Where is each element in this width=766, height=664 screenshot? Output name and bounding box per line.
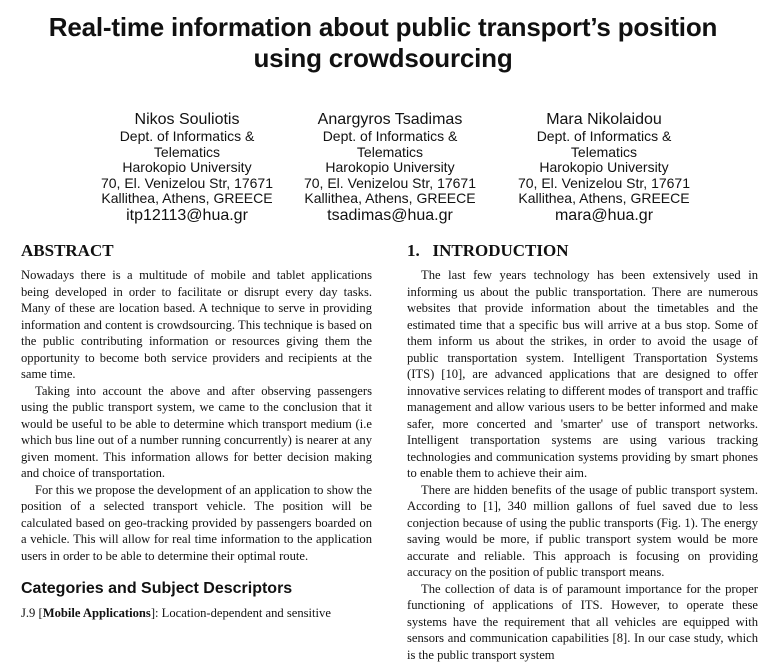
category-description: ]: Location-dependent and sensitive bbox=[150, 606, 331, 620]
abstract-heading: ABSTRACT bbox=[21, 241, 114, 260]
author-street: 70, El. Venizelou Str, 17671 bbox=[303, 174, 476, 191]
author-3 bbox=[499, 110, 709, 225]
author-dept-cont: Telematics bbox=[570, 143, 638, 160]
author-email: mara@hua.gr bbox=[554, 206, 654, 224]
author-block bbox=[0, 110, 766, 225]
introduction-paragraph-2: There are hidden benefits of the usage of public transport system. According to [1], 340 million gallons of fuel saved due to less conjection because of using the public transports (Fig. 1). The energy saving would be more, if public transport system would be more accurate and reliable. This approach is focusing on providing accuracy on the position of public transport means. bbox=[407, 482, 758, 579]
author-city: Kallithea, Athens, GREECE bbox=[101, 190, 273, 206]
title-line-1: Real-time information about public transport’s position bbox=[48, 12, 718, 42]
category-code: J.9 [ bbox=[21, 606, 43, 620]
author-city: Kallithea, Athens, GREECE bbox=[518, 190, 690, 206]
abstract-paragraph-1: Nowadays there is a multitude of mobile and tablet applications being developed in order to facilitate or disrupt every day tasks. Many of these are location based. A technique to serve in providing information and content is crowdsourcing. This technique is based on the public contributing information or resources giving them the opportunity to become both service providers and recipients at the same time. bbox=[21, 268, 372, 381]
introduction-heading: 1. INTRODUCTION bbox=[407, 241, 569, 260]
author-email: itp12113@hua.gr bbox=[126, 206, 248, 224]
abstract-paragraph-2: Taking into account the above and after observing passengers using the public transport system, we came to the conclusion that it would be useful to be able to determine which transport medium (i.e which bus line out of a number running concurrently) is nearer at any given moment. This information allows for better decision making and choice of transportation. bbox=[21, 383, 372, 480]
author-university: Harokopio University bbox=[122, 159, 252, 175]
author-city: Kallithea, Athens, GREECE bbox=[304, 190, 476, 206]
author-name: Mara Nikolaidou bbox=[546, 111, 662, 128]
author-dept: Dept. of Informatics & bbox=[322, 128, 458, 144]
left-column bbox=[21, 240, 372, 622]
right-column bbox=[407, 240, 758, 663]
category-bold-term: Mobile Applications bbox=[42, 606, 151, 620]
author-street: 70, El. Venizelou Str, 17671 bbox=[100, 174, 273, 191]
author-university: Harokopio University bbox=[325, 159, 455, 175]
author-dept-cont: Telematics bbox=[153, 143, 221, 160]
introduction-paragraph-3: The collection of data is of paramount importance for the proper functioning of applications of ITS. However, to operate these systems have the requirement that all vehicles are equipped with sensors and communication capabilities [8]. In our case study, which is the public transport system bbox=[407, 581, 758, 662]
abstract-paragraph-3: For this we propose the development of an application to show the position of a selected transport vehicle. The position will be calculated based on geo-tracking provided by passengers boarded on a vehicle. This will allow for real time information to the application users in order to be able to determine their optimal route. bbox=[21, 482, 372, 563]
paper-title bbox=[0, 12, 766, 74]
author-dept: Dept. of Informatics & bbox=[536, 128, 672, 144]
author-dept-cont: Telematics bbox=[356, 143, 424, 160]
title-line-2: using crowdsourcing bbox=[253, 43, 513, 73]
categories-heading: Categories and Subject Descriptors bbox=[21, 580, 293, 597]
author-street: 70, El. Venizelou Str, 17671 bbox=[517, 174, 690, 191]
author-dept: Dept. of Informatics & bbox=[119, 128, 255, 144]
author-1 bbox=[82, 110, 292, 225]
categories-descriptor bbox=[21, 605, 372, 622]
author-email: tsadimas@hua.gr bbox=[327, 206, 453, 224]
author-2 bbox=[285, 110, 495, 225]
author-name: Nikos Souliotis bbox=[134, 111, 240, 128]
introduction-paragraph-1: The last few years technology has been extensively used in informing us about the public transportation. There are numerous websites that provide information about the timetables and the estimated time that a specific bus will arrive at a bus stop. Some of them inform us about the strikes, in order to avoid the usage of public transportation system. Intelligent Transportation Systems (ITS) [10], are advanced applications that are designed to offer innovative services relating to different modes of transport and traffic management and allow various users to be better informed and make safer, more concerted and 'smarter' use of transport networks. Intelligent transportation systems are using various tracking technologies and communication systems providing by smart phones to enable them to achieve their aim. bbox=[407, 268, 758, 480]
author-name: Anargyros Tsadimas bbox=[317, 111, 463, 128]
author-university: Harokopio University bbox=[539, 159, 669, 175]
